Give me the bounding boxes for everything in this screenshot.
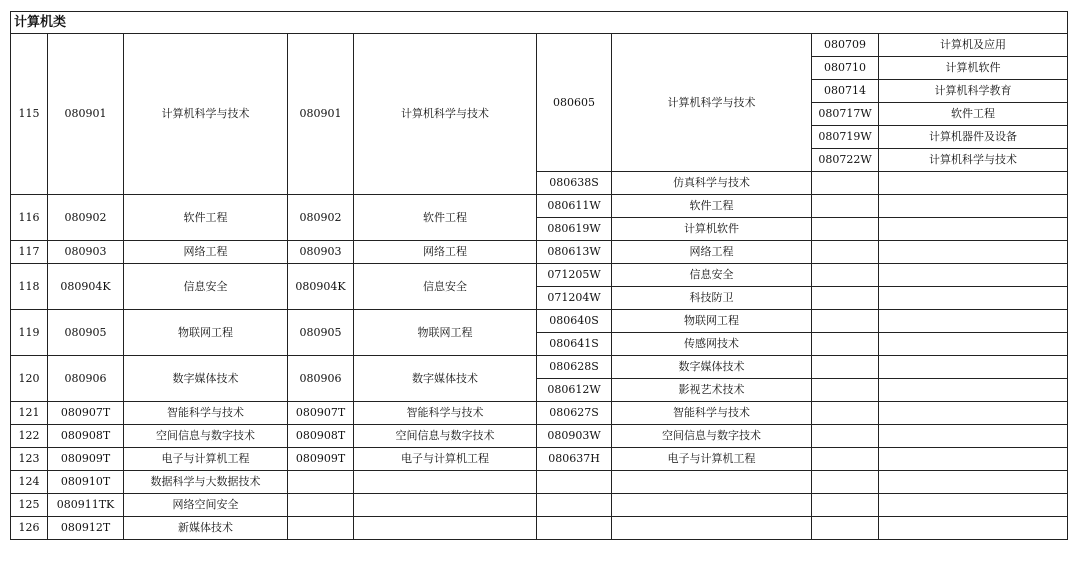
major-no: 115 — [11, 34, 48, 195]
prev-name: 网络工程 — [612, 241, 812, 264]
prev-code: 080619W — [537, 218, 612, 241]
empty-cell — [812, 471, 879, 494]
major-code: 080901 — [48, 34, 124, 195]
empty-cell — [812, 241, 879, 264]
major-code-2012: 080907T — [288, 402, 354, 425]
major-name: 网络工程 — [124, 241, 288, 264]
major-code-2012: 080903 — [288, 241, 354, 264]
empty-cell — [812, 494, 879, 517]
major-no: 123 — [11, 448, 48, 471]
empty-cell — [879, 195, 1068, 218]
major-code: 080912T — [48, 517, 124, 540]
major-name: 软件工程 — [124, 195, 288, 241]
prev-name: 仿真科学与技术 — [612, 172, 812, 195]
old-name: 计算机科学教育 — [879, 80, 1068, 103]
major-code: 080903 — [48, 241, 124, 264]
empty-cell — [812, 517, 879, 540]
prev-code: 080611W — [537, 195, 612, 218]
prev-code: 071204W — [537, 287, 612, 310]
empty-cell — [879, 264, 1068, 287]
prev-name: 计算机软件 — [612, 218, 812, 241]
major-name: 网络空间安全 — [124, 494, 288, 517]
major-no: 119 — [11, 310, 48, 356]
prev-code: 080613W — [537, 241, 612, 264]
empty-cell — [812, 195, 879, 218]
old-name: 软件工程 — [879, 103, 1068, 126]
major-no: 124 — [11, 471, 48, 494]
prev-name: 科技防卫 — [612, 287, 812, 310]
major-name-2012: 空间信息与数字技术 — [354, 425, 537, 448]
empty-cell — [879, 425, 1068, 448]
old-name: 计算机科学与技术 — [879, 149, 1068, 172]
major-no: 116 — [11, 195, 48, 241]
major-code: 080908T — [48, 425, 124, 448]
prev-code: 080903W — [537, 425, 612, 448]
empty-cell — [879, 402, 1068, 425]
empty-cell — [354, 471, 537, 494]
prev-name: 信息安全 — [612, 264, 812, 287]
major-no: 121 — [11, 402, 48, 425]
empty-cell — [812, 379, 879, 402]
prev-code: 080627S — [537, 402, 612, 425]
old-name: 计算机及应用 — [879, 34, 1068, 57]
old-code: 080722W — [812, 149, 879, 172]
major-name-2012: 网络工程 — [354, 241, 537, 264]
old-code: 080710 — [812, 57, 879, 80]
major-code-2012: 080906 — [288, 356, 354, 402]
major-no: 118 — [11, 264, 48, 310]
major-code-2012: 080902 — [288, 195, 354, 241]
empty-cell — [879, 356, 1068, 379]
old-code: 080714 — [812, 80, 879, 103]
prev-code: 080641S — [537, 333, 612, 356]
prev-name: 物联网工程 — [612, 310, 812, 333]
prev-name: 智能科学与技术 — [612, 402, 812, 425]
major-name: 物联网工程 — [124, 310, 288, 356]
major-name: 数字媒体技术 — [124, 356, 288, 402]
empty-cell — [812, 287, 879, 310]
empty-cell — [812, 425, 879, 448]
major-code-2012: 080905 — [288, 310, 354, 356]
old-code: 080719W — [812, 126, 879, 149]
empty-cell — [812, 310, 879, 333]
major-code: 080907T — [48, 402, 124, 425]
prev-code: 080628S — [537, 356, 612, 379]
prev-code: 080605 — [537, 34, 612, 172]
major-code-2012: 080901 — [288, 34, 354, 195]
major-code: 080906 — [48, 356, 124, 402]
major-no: 117 — [11, 241, 48, 264]
prev-code: 080640S — [537, 310, 612, 333]
empty-cell — [537, 517, 612, 540]
empty-cell — [812, 356, 879, 379]
empty-cell — [537, 471, 612, 494]
table-title: 计算机类 — [11, 12, 1068, 34]
empty-cell — [879, 379, 1068, 402]
prev-name: 电子与计算机工程 — [612, 448, 812, 471]
major-code: 080910T — [48, 471, 124, 494]
major-table — [10, 11, 1068, 540]
empty-cell — [612, 471, 812, 494]
empty-cell — [812, 172, 879, 195]
empty-cell — [879, 494, 1068, 517]
old-code: 080717W — [812, 103, 879, 126]
empty-cell — [879, 287, 1068, 310]
major-name: 智能科学与技术 — [124, 402, 288, 425]
prev-name: 数字媒体技术 — [612, 356, 812, 379]
empty-cell — [879, 333, 1068, 356]
major-code: 080905 — [48, 310, 124, 356]
major-code: 080902 — [48, 195, 124, 241]
empty-cell — [812, 448, 879, 471]
prev-name: 空间信息与数字技术 — [612, 425, 812, 448]
major-code-2012: 080904K — [288, 264, 354, 310]
empty-cell — [288, 471, 354, 494]
empty-cell — [612, 517, 812, 540]
prev-name: 软件工程 — [612, 195, 812, 218]
major-code-2012: 080908T — [288, 425, 354, 448]
empty-cell — [354, 517, 537, 540]
major-code-2012: 080909T — [288, 448, 354, 471]
prev-name: 传感网技术 — [612, 333, 812, 356]
major-no: 122 — [11, 425, 48, 448]
empty-cell — [879, 517, 1068, 540]
empty-cell — [537, 494, 612, 517]
major-name: 计算机科学与技术 — [124, 34, 288, 195]
empty-cell — [879, 172, 1068, 195]
major-name-2012: 信息安全 — [354, 264, 537, 310]
major-name: 信息安全 — [124, 264, 288, 310]
major-no: 126 — [11, 517, 48, 540]
empty-cell — [879, 218, 1068, 241]
major-name: 电子与计算机工程 — [124, 448, 288, 471]
empty-cell — [812, 402, 879, 425]
major-code: 080909T — [48, 448, 124, 471]
major-name-2012: 智能科学与技术 — [354, 402, 537, 425]
empty-cell — [288, 494, 354, 517]
old-code: 080709 — [812, 34, 879, 57]
major-name: 新媒体技术 — [124, 517, 288, 540]
empty-cell — [812, 218, 879, 241]
prev-code: 080638S — [537, 172, 612, 195]
empty-cell — [354, 494, 537, 517]
empty-cell — [879, 310, 1068, 333]
major-name-2012: 数字媒体技术 — [354, 356, 537, 402]
empty-cell — [879, 471, 1068, 494]
major-name-2012: 电子与计算机工程 — [354, 448, 537, 471]
major-code: 080904K — [48, 264, 124, 310]
empty-cell — [879, 241, 1068, 264]
empty-cell — [288, 517, 354, 540]
major-no: 120 — [11, 356, 48, 402]
old-name: 计算机软件 — [879, 57, 1068, 80]
empty-cell — [812, 333, 879, 356]
prev-code: 071205W — [537, 264, 612, 287]
prev-code: 080612W — [537, 379, 612, 402]
major-name: 空间信息与数字技术 — [124, 425, 288, 448]
major-name: 数据科学与大数据技术 — [124, 471, 288, 494]
major-no: 125 — [11, 494, 48, 517]
prev-name: 影视艺术技术 — [612, 379, 812, 402]
prev-code: 080637H — [537, 448, 612, 471]
empty-cell — [879, 448, 1068, 471]
major-name-2012: 物联网工程 — [354, 310, 537, 356]
major-name-2012: 计算机科学与技术 — [354, 34, 537, 195]
empty-cell — [812, 264, 879, 287]
major-name-2012: 软件工程 — [354, 195, 537, 241]
empty-cell — [612, 494, 812, 517]
old-name: 计算机器件及设备 — [879, 126, 1068, 149]
prev-name: 计算机科学与技术 — [612, 34, 812, 172]
major-code: 080911TK — [48, 494, 124, 517]
